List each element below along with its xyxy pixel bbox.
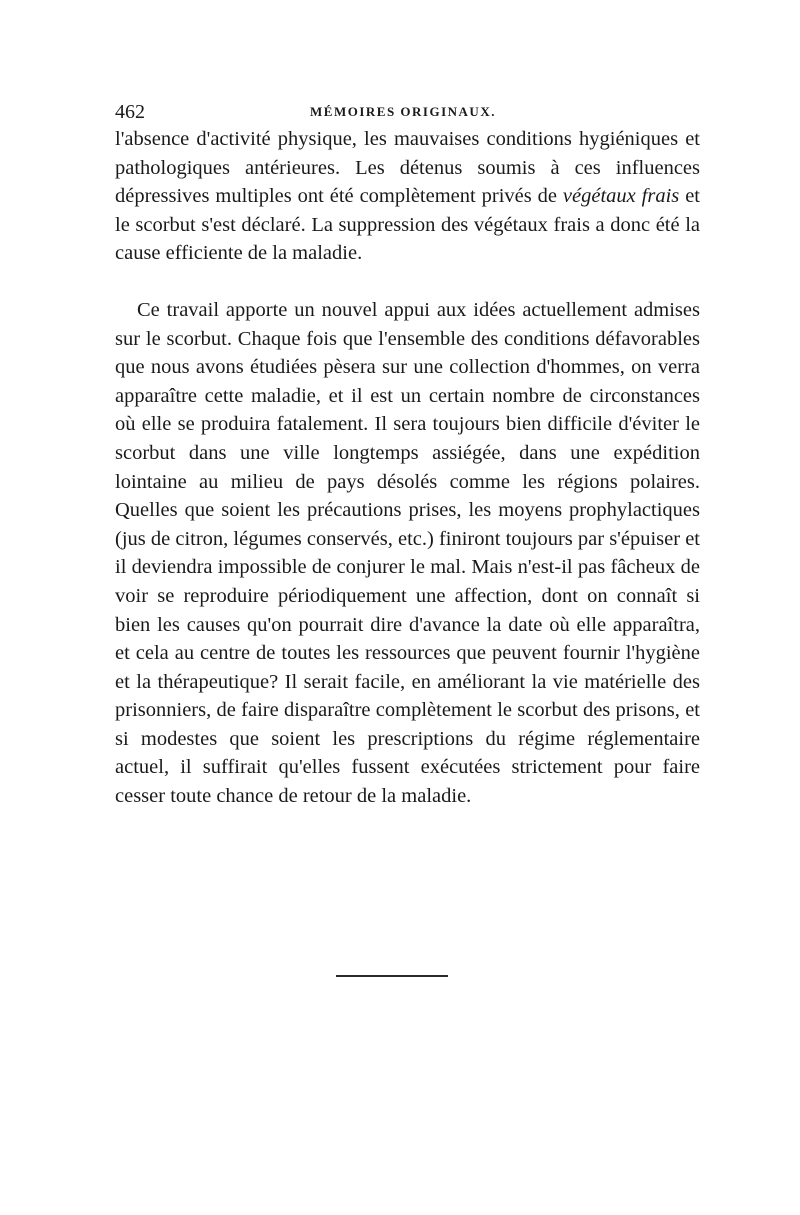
section-end-rule [336, 975, 448, 977]
paragraph-conclusion: Ce travail apporte un nouvel appui aux idées actuellement admises sur le scorbut. Chaque fois que l'ensemble des conditions défavorables que nous avons étudiées pèsera sur une collection d'hommes, on verra apparaître cette maladie, et il est un certain nombre de circonstances où elle se produira fatalement. Il sera toujours bien difficile d'éviter le scorbut dans une ville longtemps assiégée, dans une expédition lointaine au milieu de pays désolés comme les régions polaires. Quelles que soient les précautions prises, les moyens prophylactiques (jus de citron, légumes conservés, etc.) finiront toujours par s'épuiser et il deviendra impossible de conjurer le mal. Mais n'est-il pas fâcheux de voir se reproduire périodiquement une affection, dont on connaît si bien les causes qu'on pourrait dire d'avance la date où elle apparaîtra, et cela au centre de toutes les ressources que peuvent fournir l'hygiène et la thérapeutique? Il serait facile, en améliorant la vie matérielle des prisonniers, de faire disparaître complètement le scorbut des prisons, et si modestes que soient les prescriptions du régime réglementaire actuel, il suffirait qu'elles fussent exécutées strictement pour faire cesser toute chance de retour de la maladie. [115, 298, 700, 808]
running-head [115, 97, 700, 127]
running-title: MÉMOIRES ORIGINAUX. [310, 104, 496, 119]
paragraph-continuation [115, 125, 700, 268]
body-text [115, 125, 700, 811]
paragraph-text-before-italic: l'absence d'activité physique, les mauvaises conditions hygiéniques et pathologiques antérieures. Les détenus soumis à ces influences dépressives multiples ont été complètement privés de [115, 128, 700, 208]
paragraph-text-after-italic: et le scorbut s'est déclaré. La suppression des végétaux frais a donc été la cause efficiente de la maladie. [115, 185, 700, 265]
page-number: 462 [115, 101, 145, 123]
italic-phrase: végétaux frais [562, 185, 680, 208]
